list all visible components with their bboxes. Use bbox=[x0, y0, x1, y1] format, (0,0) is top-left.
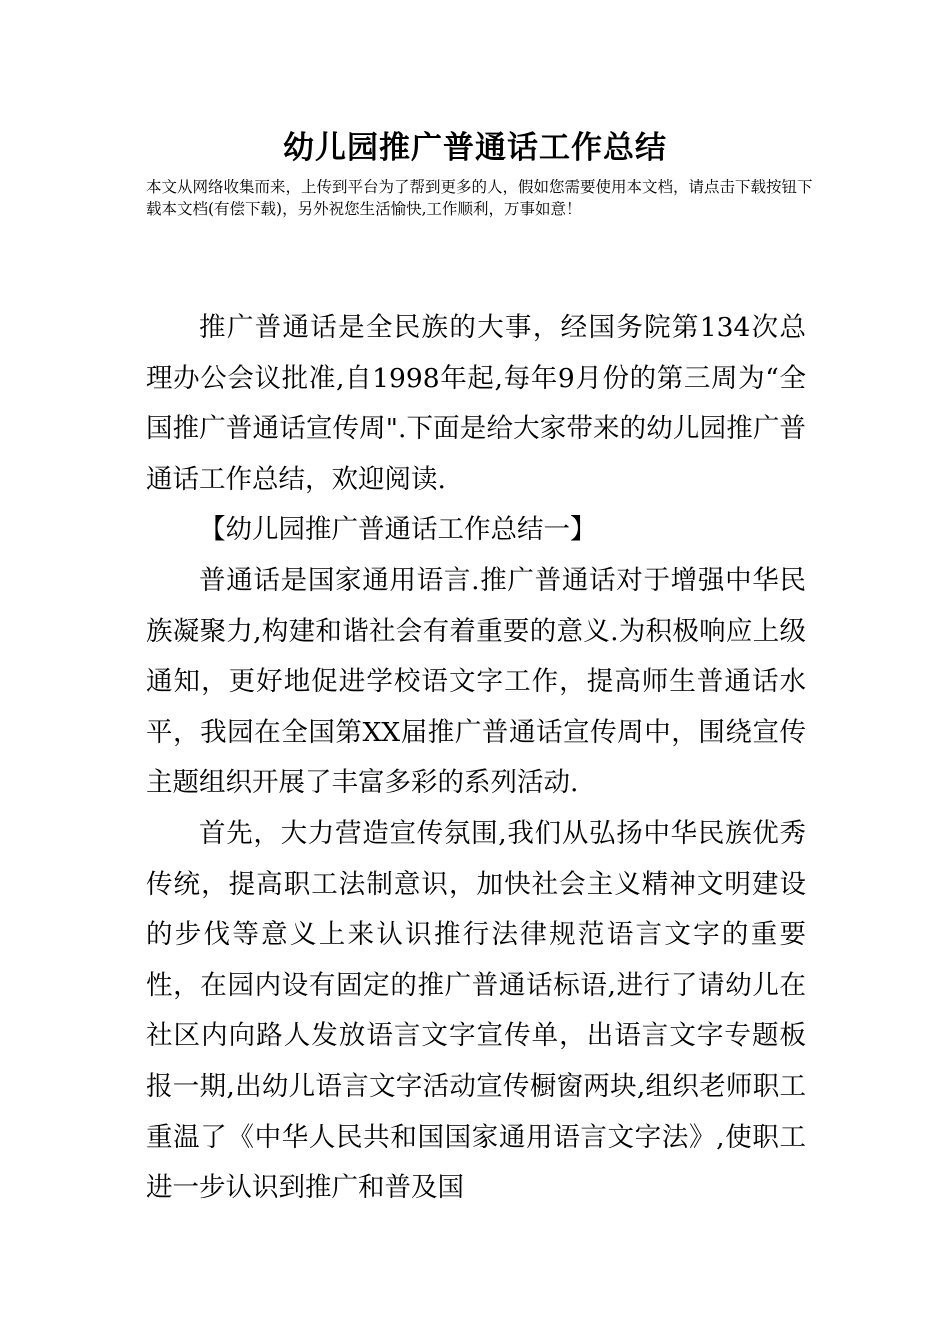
section-heading: 【幼儿园推广普通话工作总结一】 bbox=[199, 514, 597, 546]
paragraph-intro: 推广普通话是全民族的大事，经国务院第134次总理办公会议批准,自1998年起,每年9月份的第三周为“全国推广普通话宣传周".下面是给大家带来的幼儿园推广普通话工作总结，欢迎阅读. bbox=[146, 312, 806, 495]
document-title: 幼儿园推广普通话工作总结 bbox=[283, 130, 667, 166]
document-body bbox=[146, 303, 806, 1214]
download-notice: 本文从网络收集而来，上传到平台为了帮到更多的人，假如您需要使用本文档，请点击下载按钮下载本文档(有偿下载)，另外祝您生活愉快,工作顺利，万事如意！ bbox=[146, 178, 813, 218]
paragraph-importance: 普通话是国家通用语言.推广普通话对于增强中华民族凝聚力,构建和谐社会有着重要的意义.为积极响应上级通知，更好地促进学校语文字工作，提高师生普通话水平，我园在全国第XX届推广普通话宣传周中，围绕宣传主题组织开展了丰富多彩的系列活动. bbox=[146, 564, 806, 799]
paragraph-first: 首先，大力营造宣传氛围,我们从弘扬中华民族优秀传统，提高职工法制意识，加快社会主义精神文明建设的步伐等意义上来认识推行法律规范语言文字的重要性，在园内设有固定的推广普通话标语,进行了请幼儿在社区内向路人发放语言文字宣传单，出语言文字专题板报一期,出幼儿语言文字活动宣传橱窗两块,组织老师职工重温了《中华人民共和国国家通用语言文字法》,使职工进一步认识到推广和普及国 bbox=[146, 817, 806, 1204]
